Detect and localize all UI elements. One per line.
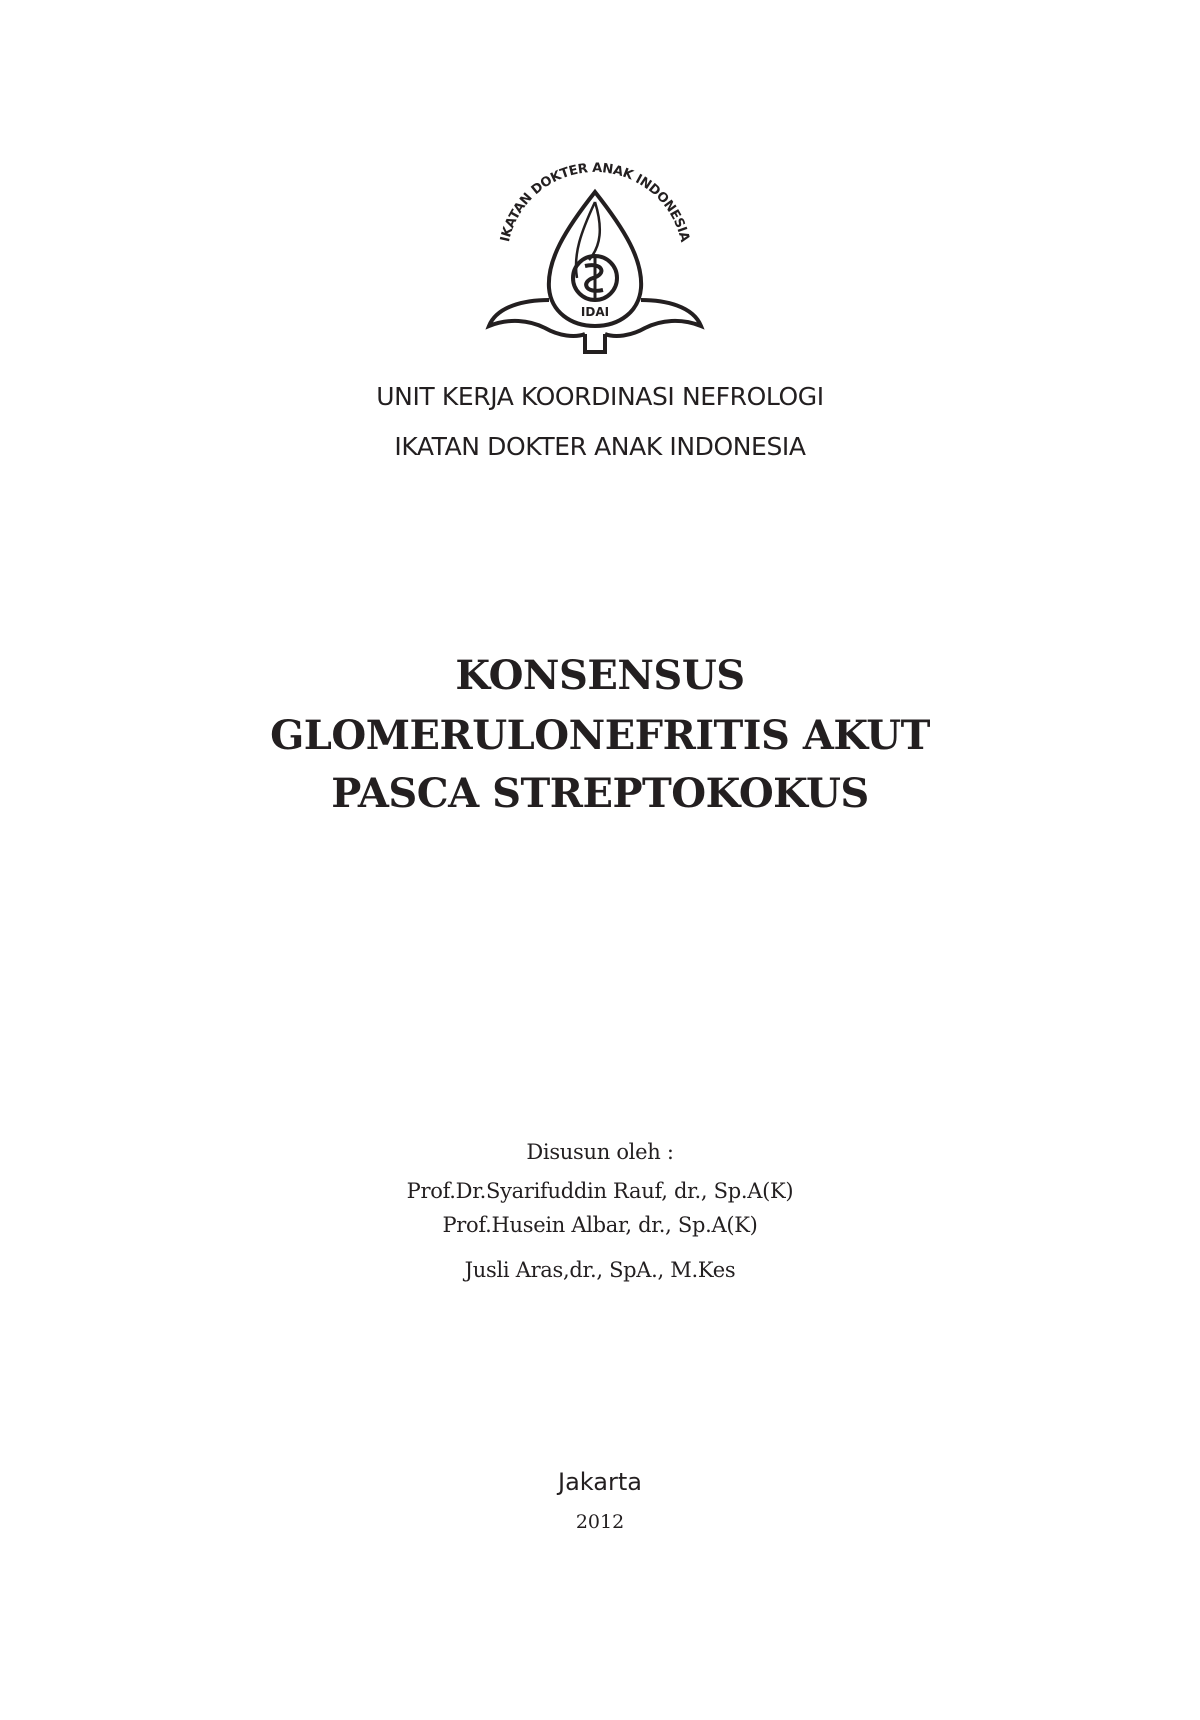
idai-logo bbox=[485, 150, 705, 360]
logo-left-wing bbox=[489, 300, 585, 336]
publication-year: 2012 bbox=[575, 1511, 625, 1533]
title-line-2: GLOMERULONEFRITIS AKUT bbox=[270, 712, 930, 759]
credits-heading: Disusun oleh : bbox=[526, 1140, 674, 1164]
organization-unit: UNIT KERJA KOORDINASI NEFROLOGI bbox=[376, 382, 824, 411]
author-line: Prof.Husein Albar, dr., Sp.A(K) bbox=[442, 1213, 758, 1237]
title-line-3: PASCA STREPTOKOKUS bbox=[331, 770, 869, 817]
publication-place: Jakarta bbox=[558, 1468, 642, 1496]
logo-right-wing bbox=[605, 300, 701, 336]
logo-ring-textpath: IKATAN DOKTER ANAK INDONESIA bbox=[498, 160, 693, 244]
author-line: Jusli Aras,dr., SpA., M.Kes bbox=[464, 1258, 736, 1282]
logo-base bbox=[585, 334, 605, 352]
logo-emblem-text: IDAI bbox=[580, 305, 610, 319]
organization-name: IKATAN DOKTER ANAK INDONESIA bbox=[394, 432, 806, 461]
title-line-1: KONSENSUS bbox=[455, 652, 745, 699]
author-line: Prof.Dr.Syarifuddin Rauf, dr., Sp.A(K) bbox=[406, 1179, 794, 1203]
